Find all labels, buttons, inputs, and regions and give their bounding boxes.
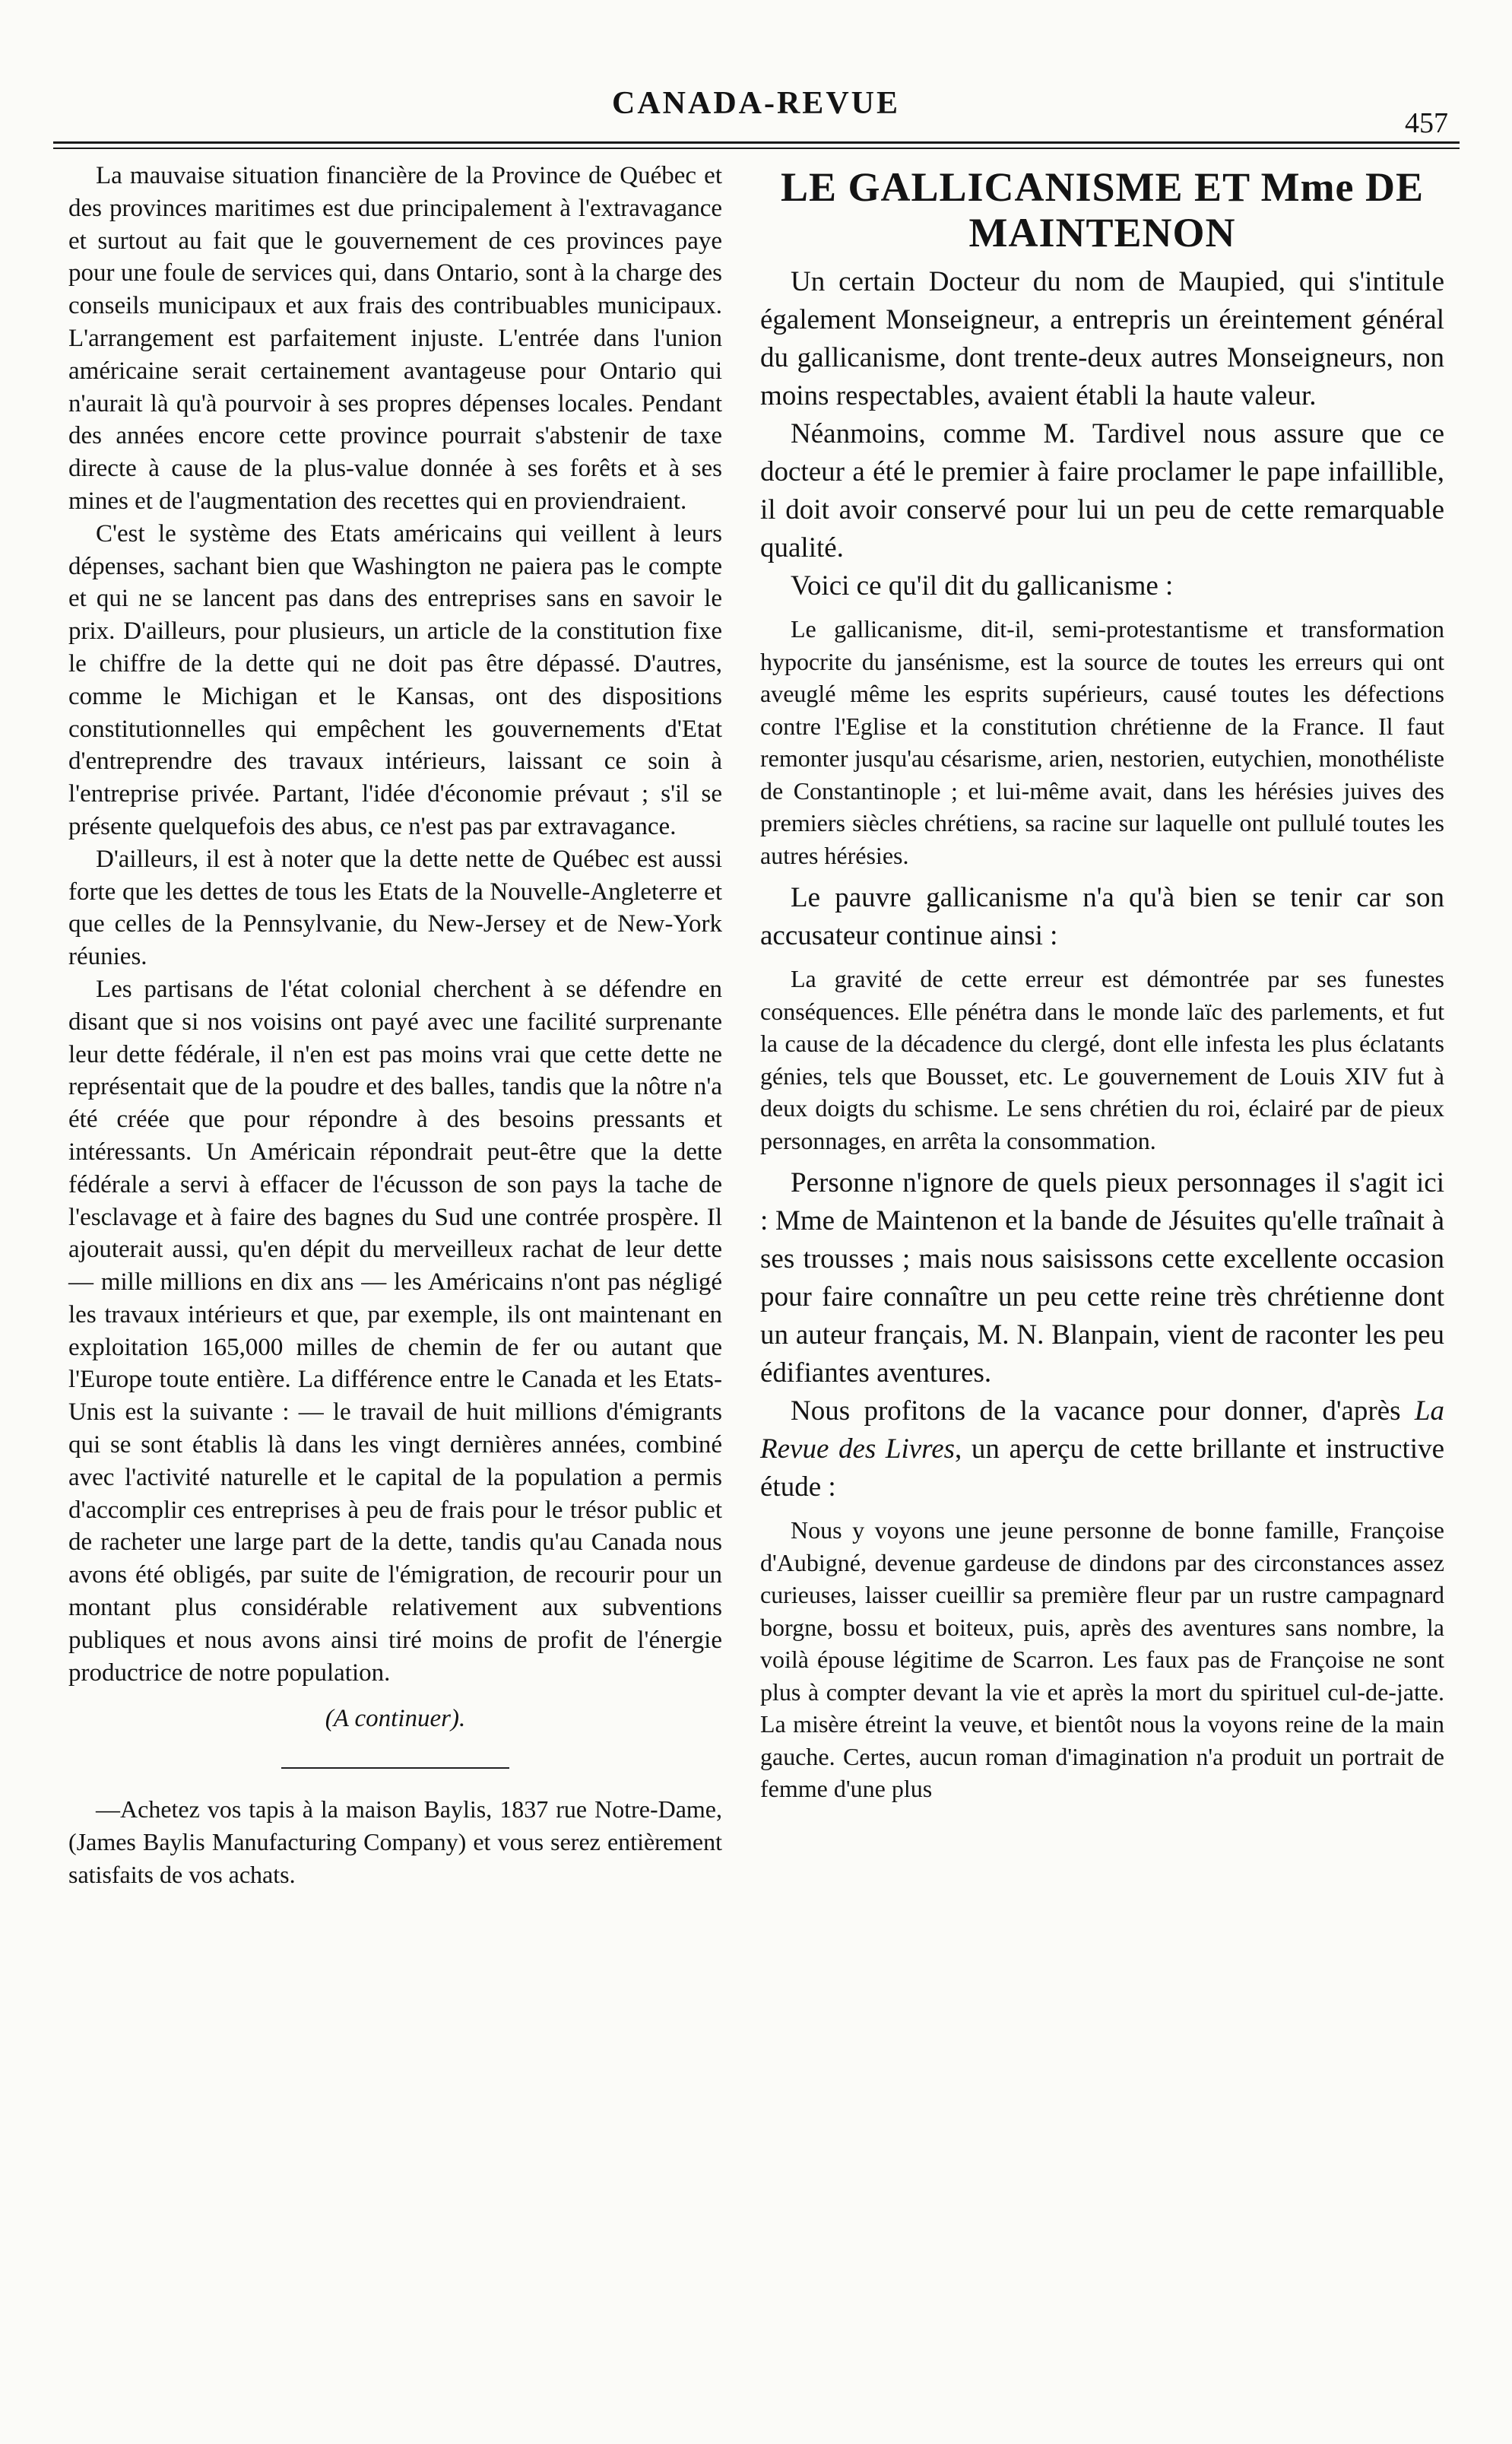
paragraph: C'est le système des Etats américains qui veillent à leurs dépenses, sachant bien que Washington ne paiera pas le compte et qui ne se lancent pas dans des entreprises sans en savoir le prix. D'ailleurs, pour plusieurs, un article de la constitution fixe le chiffre de la dette qui ne doit pas être dépassé. D'autres, comme le Michigan et le Kansas, ont des dispositions constitutionnelles qui empêchent les gouvernements d'Etat d'entreprendre des travaux intérieurs, laissant ce soin à l'entreprise privée. Partant, l'idée d'économie prévaut ; s'il se présente quelquefois des abus, ce n'est pas par extravagance.: [68, 519, 722, 840]
running-title: CANADA-REVUE: [612, 86, 900, 121]
header-rule-thin: [53, 148, 1460, 149]
cited-review-title: La Revue des Livres: [760, 1395, 1444, 1465]
paragraph: D'ailleurs, il est à noter que la dette nette de Québec est aussi forte que les dettes de tous les Etats de la Nouvelle-Angleterre et que celles de la Pennsylvanie, du New-Jersey et de New-York réunies.: [68, 845, 722, 971]
paragraph: Un certain Docteur du nom de Maupied, qui s'intitule également Monseigneur, a entrepris un éreintement général du gallicanisme, dont trente-deux autres Monseigneurs, non moins respectables, avaient établi la haute valeur.: [760, 266, 1444, 411]
section-divider: [281, 1767, 509, 1769]
page-number: 457: [1405, 107, 1448, 139]
paragraph: Voici ce qu'il dit du gallicanisme :: [791, 570, 1174, 601]
left-column: [68, 160, 722, 1891]
page-header: [0, 85, 1512, 138]
paragraph-text: , un aperçu de cette brillante et instructive étude :: [760, 1433, 1444, 1503]
to-continue-note: (A continuer).: [325, 1705, 466, 1733]
paragraph: Le pauvre gallicanisme n'a qu'à bien se tenir car son accusateur continue ainsi :: [760, 882, 1444, 951]
quotation: Le gallicanisme, dit-il, semi-protestantisme et transformation hypocrite du jansénisme, est la source de toutes les erreurs qui ont aveuglé même les esprits supérieurs, causé toutes les défections contre l'Eglise et la constitution chrétienne de la France. Il faut remonter jusqu'au césarisme, arien, nestorien, eutychien, monothéliste de Constantinople ; et lui-même avait, dans les hérésies juives des premiers siècles chrétiens, sa racine sur laquelle ont pullulé toutes les autres hérésies.: [760, 615, 1444, 869]
paragraph: La mauvaise situation financière de la Province de Québec et des provinces maritimes est due principalement à l'extravagance et surtout au fait que le gouvernement de ces provinces paye pour une foule de services qui, dans Ontario, sont à la charge des conseils municipaux et aux frais des contribuables municipaux. L'arrangement est parfaitement injuste. L'entrée dans l'union américaine serait certainement avantageuse pour Ontario qui n'aurait là qu'à pourvoir à ses propres dépenses locales. Pendant des années encore cette province pourrait s'abstenir de taxe directe à cause de la plus-value donnée à ses forêts et à ses mines et de l'augmentation des recettes qui en proviendraient.: [68, 162, 722, 515]
quotation: Nous y voyons une jeune personne de bonne famille, Françoise d'Aubigné, devenue gardeuse de dindons par des circonstances assez curieuses, laisser cueillir sa première fleur par un rustre campagnard borgne, bossu et boiteux, puis, après des aventures sans nombre, la voilà épouse légitime de Scarron. Les faux pas de Françoise ne sont plus à compter devant la vie et après la mort du spirituel cul-de-jatte. La misère étreint la veuve, et bientôt nous la voyons reine de la main gauche. Certes, aucun roman d'imagination n'a produit un portrait de femme d'une plus: [760, 1516, 1444, 1802]
paragraph: [760, 1392, 1444, 1506]
header-rule: [53, 141, 1460, 144]
quotation: La gravité de cette erreur est démontrée par ses funestes conséquences. Elle pénétra dans le monde laïc des parlements, et fut la cause de la décadence du clergé, dont elle infesta les plus éclatants génies, tels que Bousset, etc. Le gouvernement de Louis XIV fut à deux doigts du schisme. Le sens chrétien du roi, éclairé par de pieux personnages, en arrêta la consommation.: [760, 965, 1444, 1154]
paragraph: Les partisans de l'état colonial cherchent à se défendre en disant que si nos voisins ont payé avec une facilité surprenante leur dette fédérale, il n'en est pas moins vrai que cette dette ne représentait que de la poudre et des balles, tandis que la nôtre n'a été créée que pour répondre à des besoins pressants et intéressants. Un Américain répondrait peut-être que la dette fédérale a servi à effacer de l'écusson de son pays la tache de l'esclavage et à faire des bagnes du Sud une contrée prospère. Il ajouterait aussi, qu'en dépit du merveilleux rachat de leur dette — mille millions en dix ans — les Américains n'ont pas négligé les travaux intérieurs et que, par exemple, ils ont maintenant en exploitation 165,000 milles de chemin de fer ou autant que l'Europe toute entière. La différence entre le Canada et les Etats-Unis est la suivante : — le travail de huit millions d'émigrants qui se sont établis là dans les vingt dernières années, combiné avec l'activité naturelle et le capital de la population a permis d'accomplir ces entreprises à peu de frais pour le trésor public et de racheter une large part de la dette, tandis qu'au Canada nous avons été obligés, par suite de l'émigration, de recourir pour un montant plus considérable relativement aux subventions publiques et nous avons ainsi tiré moins de profit de l'énergie productrice de notre population.: [68, 975, 722, 1687]
paragraph: Personne n'ignore de quels pieux personnages il s'agit ici : Mme de Maintenon et la bande de Jésuites qu'elle traînait à ses trousses ; mais nous saisissons cette excellente occasion pour faire connaître un peu cette reine très chrétienne dont un auteur français, M. N. Blanpain, vient de raconter les peu édifiantes aventures.: [760, 1167, 1444, 1389]
article-title: LE GALLICANISME ET Mme DE MAINTENON: [780, 164, 1425, 256]
paragraph-text: Nous profitons de la vacance pour donner, d'après: [791, 1395, 1415, 1427]
right-column: [760, 160, 1444, 1813]
paragraph: Néanmoins, comme M. Tardivel nous assure que ce docteur a été le premier à faire proclamer le pape infaillible, il doit avoir conservé pour lui un peu de cette remarquable qualité.: [760, 418, 1444, 563]
advertisement: —Achetez vos tapis à la maison Baylis, 1837 rue Notre-Dame, (James Baylis Manufacturing Company) et vous serez entièrement satisfaits de vos achats.: [68, 1795, 722, 1888]
